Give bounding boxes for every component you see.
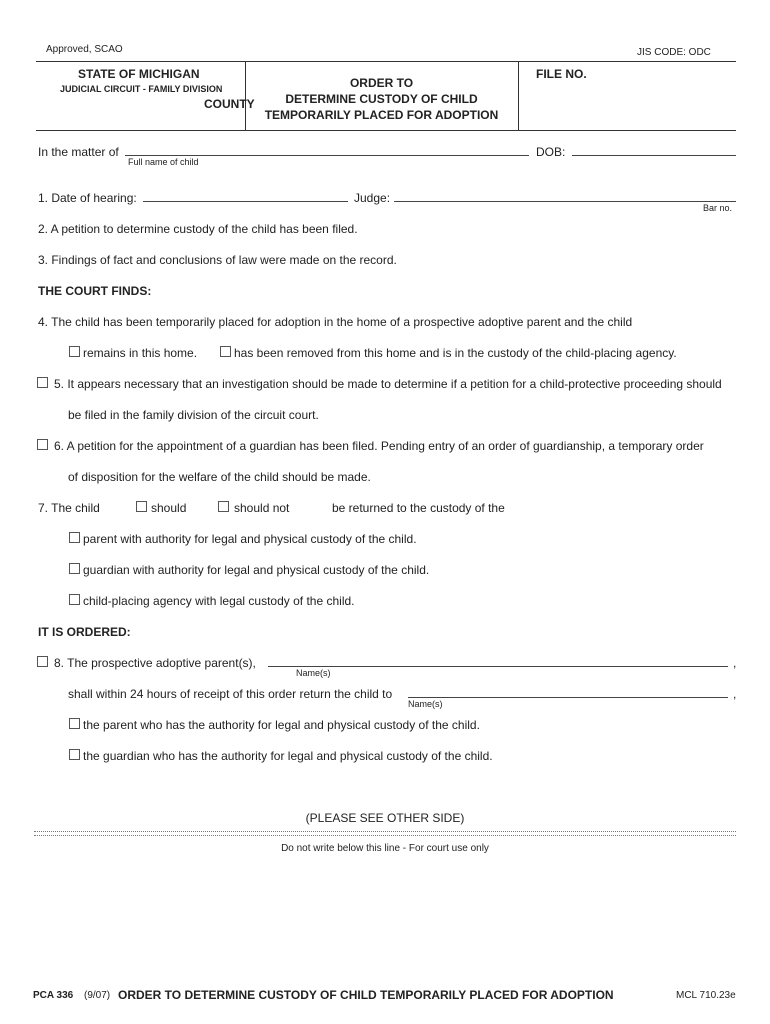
approved-text: Approved, SCAO <box>46 44 123 55</box>
form-title-line2: DETERMINE CUSTODY OF CHILD <box>285 92 478 106</box>
matter-label: In the matter of <box>38 145 119 159</box>
remains-checkbox[interactable] <box>69 346 80 357</box>
parent-label: parent with authority for legal and physical custody of the child. <box>83 532 417 546</box>
court-use-divider-bottom <box>34 835 736 836</box>
should-not-checkbox[interactable] <box>218 501 229 512</box>
item-7-returned: be returned to the custody of the <box>332 501 505 515</box>
form-title-line3: TEMPORARILY PLACED FOR ADOPTION <box>264 108 499 122</box>
court-finds-heading: THE COURT FINDS: <box>38 284 152 298</box>
names-caption-2: Name(s) <box>408 699 443 709</box>
form-number: PCA 336 <box>33 990 74 1001</box>
hearing-date-label: 1. Date of hearing: <box>38 191 137 205</box>
circuit-name: JUDICIAL CIRCUIT - FAMILY DIVISION <box>60 84 223 94</box>
should-checkbox[interactable] <box>136 501 147 512</box>
header-bottom-rule <box>36 130 736 131</box>
item-3: 3. Findings of fact and conclusions of law were made on the record. <box>38 253 397 267</box>
bar-no-caption: Bar no. <box>703 203 733 213</box>
guardian-label: guardian with authority for legal and physical custody of the child. <box>83 563 430 577</box>
court-use-divider-top <box>34 831 736 832</box>
guardian-checkbox[interactable] <box>69 563 80 574</box>
removed-label: has been removed from this home and is in the custody of the child-placing agency. <box>234 346 677 360</box>
it-is-ordered-heading: IT IS ORDERED: <box>38 625 131 639</box>
item-5-line2: be filed in the family division of the circuit court. <box>68 408 319 422</box>
form-date: (9/07) <box>84 990 111 1001</box>
should-not-label: should not <box>234 501 290 515</box>
hearing-date-field[interactable] <box>143 201 348 202</box>
remains-label: remains in this home. <box>83 346 198 360</box>
return-parent-label: the parent who has the authority for legal and physical custody of the child. <box>83 718 480 732</box>
item-5-line1: 5. It appears necessary that an investigation should be made to determine if a petition for a child-protective proceeding should <box>54 377 722 391</box>
agency-checkbox[interactable] <box>69 594 80 605</box>
comma-2: , <box>733 687 737 701</box>
names-caption-1: Name(s) <box>296 668 331 678</box>
footer-form-title: ORDER TO DETERMINE CUSTODY OF CHILD TEMPORARILY PLACED FOR ADOPTION <box>118 988 614 1002</box>
item-6-line2: of disposition for the welfare of the child should be made. <box>68 470 371 484</box>
county-label: COUNTY <box>204 97 255 111</box>
item-8-label: 8. The prospective adoptive parent(s), <box>54 656 256 670</box>
form-title-line1: ORDER TO <box>349 76 414 90</box>
parent-checkbox[interactable] <box>69 532 80 543</box>
dob-label: DOB: <box>536 145 566 159</box>
adoptive-parents-field[interactable] <box>268 666 728 667</box>
item-5-checkbox[interactable] <box>37 377 48 388</box>
header-divider-right <box>518 61 519 130</box>
return-parent-checkbox[interactable] <box>69 718 80 729</box>
item-7-label: 7. The child <box>38 501 100 515</box>
item-6-line1: 6. A petition for the appointment of a guardian has been filed. Pending entry of an order of guardianship, a temporary order <box>54 439 704 453</box>
return-to-field[interactable] <box>408 697 728 698</box>
item-2: 2. A petition to determine custody of the child has been filed. <box>38 222 358 236</box>
court-use-note: Do not write below this line - For court use only <box>281 843 489 854</box>
return-guardian-label: the guardian who has the authority for legal and physical custody of the child. <box>83 749 493 763</box>
child-name-field[interactable] <box>125 155 529 156</box>
item-6-checkbox[interactable] <box>37 439 48 450</box>
header-top-rule <box>36 61 736 62</box>
comma-1: , <box>733 656 737 670</box>
judge-field[interactable] <box>394 201 736 202</box>
item-8-return: shall within 24 hours of receipt of this order return the child to <box>68 687 393 701</box>
item-8-checkbox[interactable] <box>37 656 48 667</box>
mcl-reference: MCL 710.23e <box>676 990 736 1001</box>
jis-code: JIS CODE: ODC <box>637 47 711 58</box>
see-other-side: (PLEASE SEE OTHER SIDE) <box>305 811 465 825</box>
state-name: STATE OF MICHIGAN <box>78 67 200 81</box>
return-guardian-checkbox[interactable] <box>69 749 80 760</box>
file-no-label: FILE NO. <box>536 67 587 81</box>
agency-label: child-placing agency with legal custody of the child. <box>83 594 355 608</box>
child-name-caption: Full name of child <box>128 157 199 167</box>
should-label: should <box>151 501 187 515</box>
item-4: 4. The child has been temporarily placed for adoption in the home of a prospective adoptive parent and the child <box>38 315 633 329</box>
dob-field[interactable] <box>572 155 736 156</box>
removed-checkbox[interactable] <box>220 346 231 357</box>
judge-label: Judge: <box>354 191 391 205</box>
